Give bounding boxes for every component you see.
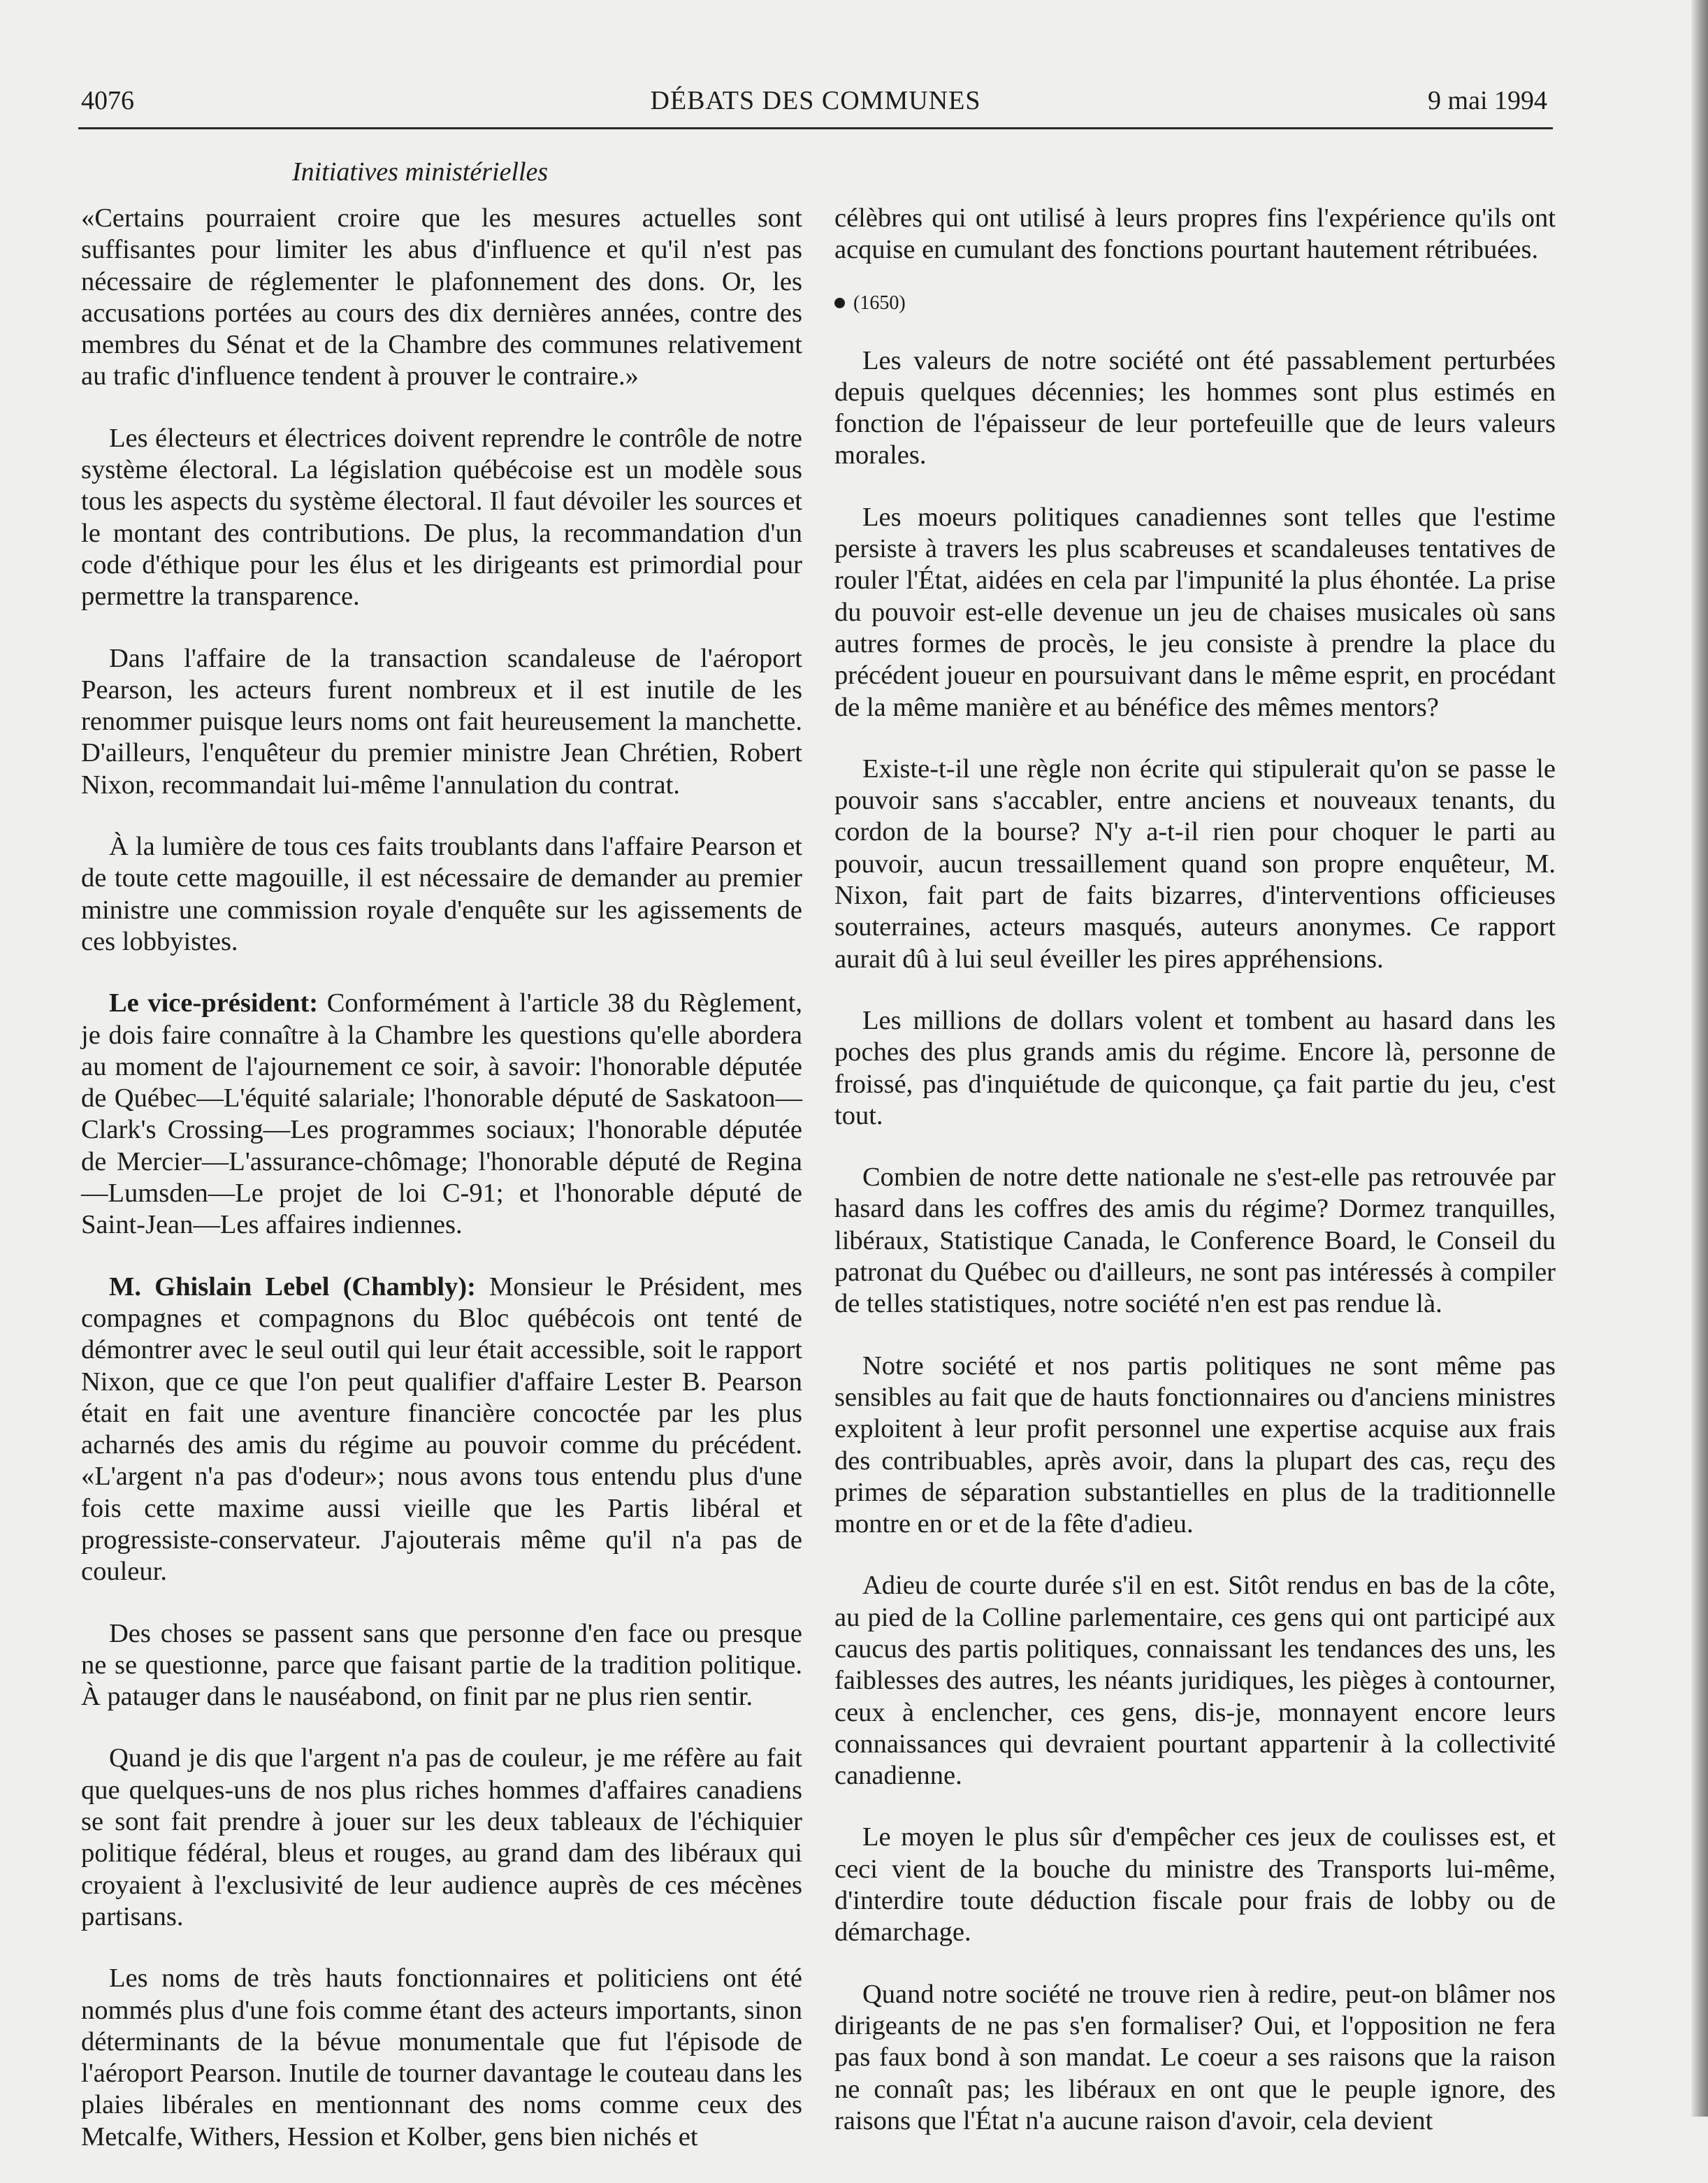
- paragraph: «Certains pourraient croire que les mesures actuelles sont suffisantes pour limiter les abus d'influence et qu'il n'est pas nécessaire de réglementer le plafonnement des dons. Or, les accusations portées au cours des dix dernières années, contre des membres du Sénat et de la Chambre des communes relativement au trafic d'influence tendent à prouver le contraire.»: [81, 203, 802, 391]
- right-column: [834, 203, 1556, 2167]
- paragraph: Existe-t-il une règle non écrite qui stipulerait qu'on se passe le pouvoir sans s'accabler, entre anciens et nouveaux tenants, du cordon de la bourse? N'y a-t-il rien pour choquer le parti au pouvoir, aucun tressaillement quand son propre enquêteur, M. Nixon, fait part de faits bizarres, d'interventions officieuses souterraines, acteurs masqués, auteurs anonymes. Ce rapport aurait dû à lui seul éveiller les pires appréhensions.: [834, 754, 1556, 974]
- section-title: Initiatives ministérielles: [292, 157, 549, 187]
- page-header: [78, 78, 1553, 129]
- speaker-paragraph: [81, 1271, 802, 1588]
- paragraph: Les moeurs politiques canadiennes sont telles que l'estime persiste à travers les plus scabreuses et scandaleuses tentatives de rouler l'État, aidées en cela par l'impunité la plus éhontée. La prise du pouvoir est-elle devenue un jeu de chaises musicales où sans autres formes de procès, le jeu consiste à prendre la place du précédent joueur en poursuivant dans le même esprit, en procédant de la même manière et au bénéfice des mêmes mentors?: [834, 502, 1556, 722]
- paragraph: Les millions de dollars volent et tombent au hasard dans les poches des plus grands amis du régime. Encore là, personne de froissé, pas d'inquiétude de quiconque, ça fait partie du jeu, c'est tout.: [834, 1005, 1556, 1130]
- paragraph: Dans l'affaire de la transaction scandaleuse de l'aéroport Pearson, les acteurs furent nombreux et il est inutile de les renommer puisque leurs noms ont fait heureusement la manchette. D'ailleurs, l'enquêteur du premier ministre Jean Chrétien, Robert Nixon, recommandait lui-même l'annulation du contrat.: [81, 643, 802, 800]
- speech-text: Conformément à l'article 38 du Règlement, je dois faire connaître à la Chambre les questions qu'elle abordera au moment de l'ajournement ce soir, à savoir: l'honorable députée de Québec—L'équité salariale; l'honorable député de Saskatoon—Clark's Crossing—Les programmes sociaux; l'honorable députée de Mercier—L'assurance-chômage; l'honorable député de Regina—Lumsden—Le projet de loi C-91; et l'honorable député de Saint-Jean—Les affaires indiennes.: [81, 988, 802, 1240]
- page-edge: [1691, 0, 1708, 2117]
- paragraph: À la lumière de tous ces faits troublants dans l'affaire Pearson et de toute cette magouille, il est nécessaire de demander au premier ministre une commission royale d'enquête sur les agissements de ces lobbyistes.: [81, 832, 802, 956]
- speaker-name: Le vice-président:: [109, 988, 319, 1018]
- page-number: 4076: [81, 86, 134, 115]
- timestamp: [834, 291, 1556, 316]
- paragraph: Le moyen le plus sûr d'empêcher ces jeux de coulisses est, et ceci vient de la bouche du ministre des Transports lui-même, d'interdire toute déduction fiscale pour frais de lobby ou de démarchage.: [834, 1822, 1556, 1947]
- paragraph: Des choses se passent sans que personne d'en face ou presque ne se questionne, parce que faisant partie de la tradition politique. À patauger dans le nauséabond, on finit par ne plus rien sentir.: [81, 1618, 802, 1712]
- speaker-paragraph: [81, 988, 802, 1241]
- paragraph: Les valeurs de notre société ont été passablement perturbées depuis quelques décennies; les hommes sont plus estimés en fonction de l'épaisseur de leur portefeuille que de leurs valeurs morales.: [834, 345, 1556, 470]
- bullet-icon: [834, 298, 845, 308]
- left-column: [81, 203, 802, 2183]
- publication-title: DÉBATS DES COMMUNES: [650, 86, 981, 115]
- paragraph: Quand notre société ne trouve rien à redire, peut-on blâmer nos dirigeants de ne pas s'en formaliser? Oui, et l'opposition ne fera pas faux bond à son mandat. Le coeur a ses raisons que la raison ne connaît pas; les libéraux en ont que le peuple ignore, des raisons que l'État n'a aucune raison d'avoir, cela devient: [834, 1979, 1556, 2135]
- speaker-name: M. Ghislain Lebel (Chambly):: [109, 1271, 476, 1302]
- timestamp-text: (1650): [853, 291, 906, 314]
- speech-text: Monsieur le Président, mes compagnes et compagnons du Bloc québécois ont tenté de démontrer avec le seul outil qui leur était accessible, soit le rapport Nixon, que ce que l'on peut qualifier d'affaire Lester B. Pearson était en fait une aventure financière concoctée par les plus acharnés des amis du régime au pouvoir comme du précédent. «L'argent n'a pas d'odeur»; nous avons tous entendu plus d'une fois cette maxime aussi vieille que les Partis libéral et progressiste-conservateur. J'ajouterais même qu'il n'a pas de couleur.: [81, 1271, 802, 1587]
- paragraph: Quand je dis que l'argent n'a pas de couleur, je me réfère au fait que quelques-uns de nos plus riches hommes d'affaires canadiens se sont fait prendre à jouer sur les deux tableaux de l'échiquier politique fédéral, bleus et rouges, au grand dam des libéraux qui croyaient à l'exclusivité de leur audience auprès de ces mécènes partisans.: [81, 1743, 802, 1931]
- publication-date: 9 mai 1994: [1428, 86, 1547, 115]
- paragraph: Combien de notre dette nationale ne s'est-elle pas retrouvée par hasard dans les coffres des amis du régime? Dormez tranquilles, libéraux, Statistique Canada, le Conference Board, le Conseil du patronat du Québec ou d'ailleurs, ne sont pas intéressés à compiler de telles statistiques, notre société n'en est pas rendue là.: [834, 1162, 1556, 1319]
- paragraph: Les noms de très hauts fonctionnaires et politiciens ont été nommés plus d'une fois comme étant des acteurs importants, sinon déterminants de la bévue monumentale que fut l'épisode de l'aéroport Pearson. Inutile de tourner davantage le couteau dans les plaies libérales en mentionnant des noms comme ceux des Metcalfe, Withers, Hession et Kolber, gens bien nichés et: [81, 1964, 802, 2152]
- paragraph: Les électeurs et électrices doivent reprendre le contrôle de notre système électoral. La législation québécoise est un modèle sous tous les aspects du système électoral. Il faut dévoiler les sources et le montant des contributions. De plus, la recommandation d'un code d'éthique pour les élus et les dirigeants est primordial pour permettre la transparence.: [81, 423, 802, 612]
- paragraph-continued: célèbres qui ont utilisé à leurs propres fins l'expérience qu'ils ont acquise en cumulant des fonctions pourtant hautement rétribuées.: [834, 203, 1556, 265]
- paragraph: Adieu de courte durée s'il en est. Sitôt rendus en bas de la côte, au pied de la Colline parlementaire, ces gens qui ont participé aux caucus des partis politiques, connaissant les tendances des uns, les faiblesses des autres, les néants juridiques, les pièges à contourner, ceux à enclencher, ces gens, dis-je, monnayent encore leurs connaissances qui devraient pourtant appartenir à la collectivité canadienne.: [834, 1571, 1556, 1791]
- paragraph: Notre société et nos partis politiques ne sont même pas sensibles au fait que de hauts fonctionnaires ou d'anciens ministres exploitent à leur profit personnel une expertise acquise aux frais des contribuables, après avoir, dans la plupart des cas, reçu des primes de séparation substantielles en plus de la traditionnelle montre en or et de la fête d'adieu.: [834, 1350, 1556, 1539]
